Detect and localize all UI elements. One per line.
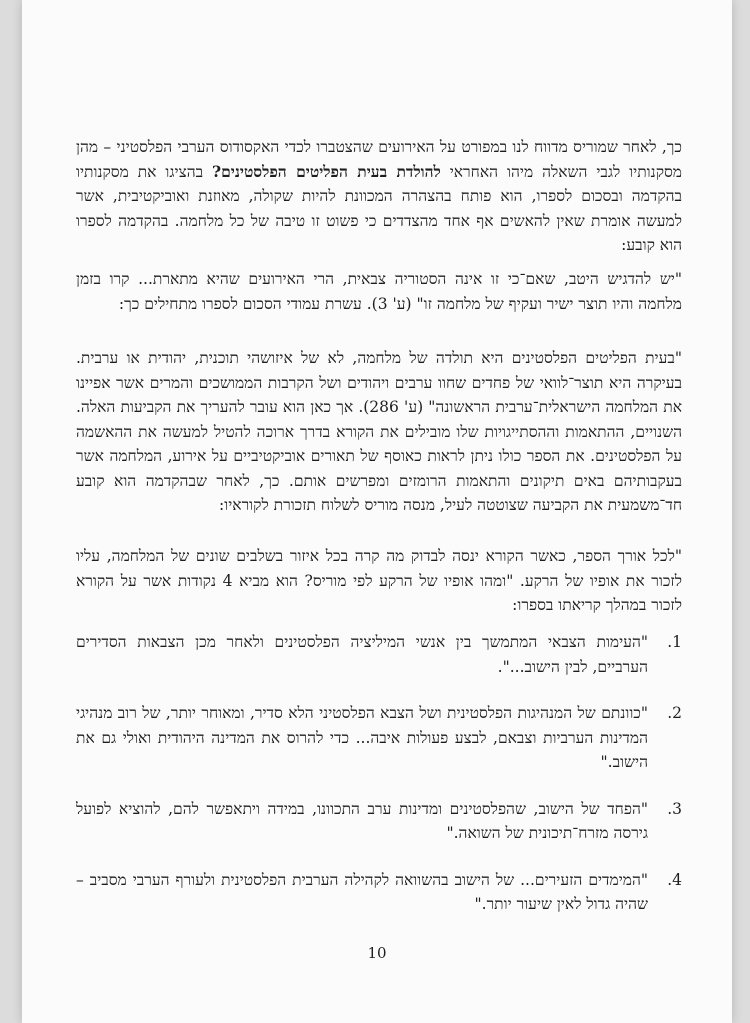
page-number: 10 bbox=[367, 944, 387, 962]
quote-intro: "יש להדגיש היטב, שאם־כי זו אינה הסטוריה צבאית, הרי האירועים שהיא מתארת... קרו בזמן מלחמה והיו תוצר ישיר ועקיף של מלחמה זו" (ע' 3). עשרת עמודי הסכום לספרו מתחילים כך: bbox=[76, 270, 682, 313]
list-item-text: "הפחד של הישוב, שהפלסטינים ומדינות ערב התכוונו, במידה ויתאפשר להם, להוציא לפועל גירסה מזרח־תיכונית של השואה." bbox=[76, 799, 648, 842]
paragraph-intro-bold: להולדת בעית הפליטים הפלסטינים? bbox=[212, 161, 441, 181]
list-item-text: "המימדים הזעירים... של הישוב בהשוואה לקהילה הערבית הפלסטינית ולעורף הערבי מסביב – שהיה גדול לאין שיעור יותר." bbox=[76, 870, 648, 913]
paragraph-intro-text-1: כך, לאחר שמוריס מדווח לנו במפורט על האירועים שהצטברו לכדי האקסודוס הערבי הפלסטיני – מהן מסקנותיו לגבי השאלה מיהו האחראי bbox=[76, 138, 682, 181]
list-item-text: "כוונתם של המנהיגות הפלסטינית ושל הצבא הפלסטיני הלא סדיר, ומאוחר יותר, של רוב מנהיגי המדינות הערביות וצבאם, לבצע פעולות איבה... כדי להרוס את המדינה היהודית ואולי גם את הישוב." bbox=[76, 704, 648, 771]
list-item-text: "העימות הצבאי המתמשך בין אנשי המיליציה הפלסטינים ולאחר מכן הצבאות הסדירים הערביים, לבין הישוב...". bbox=[76, 633, 648, 676]
paragraph-summary: "בעית הפליטים הפלסטינים היא תולדה של מלחמה, לא של איזושהי תוכנית, יהודית או ערבית. בעיקרה היא תוצר־לוואי של פחדים שחוו ערבים ויהודים ושל הקרבות הממושכים והמרים אשר אפיינו את המלחמה הישראלית־ערבית הראשונה" (ע' 286). אך כאן הוא עובר להעריך את הקביעות האלה. השנויים, ההתאמות וההסתייגויות שלו מובילים את הקורא בדרך ארוכה להטיל למעשה את ההאשמה על הפלסטינים. את הספר כולו ניתן לראות כאוסף של תאורים אוביקטיביים על אירוע, המלחמה אשר בעקבותיהם באים תיקונים והתאמות הרומזים ומפרשים אותם. כך, לאחר שבהקדמה הוא קובע חד־משמעית את הקביעה שצוטטה לעיל, מנסה מוריס לשלוח תזכורת לקוראיו: bbox=[76, 349, 682, 514]
list-item bbox=[76, 868, 682, 917]
list-item-number: 1. bbox=[667, 633, 682, 651]
paragraph-intro bbox=[76, 135, 682, 258]
quote-background: "לכל אורך הספר, כאשר הקורא ינסה לבדוק מה קרה בכל איזור בשלבים שונים של המלחמה, עליו לזכור את אופיו של הרקע. "ומהו אופיו של הרקע לפי מוריס? הוא מביא 4 נקודות אשר על הקורא לזכור במהלך קריאתו בספרו: bbox=[76, 547, 683, 614]
list-item-number: 3. bbox=[667, 799, 682, 818]
list-item bbox=[76, 701, 682, 775]
paragraph-intro-text-2: בהציגו את מסקנותיו בהקדמה ובסכום לספרו, הוא פותח בהצהרה המכוונת להיות שקולה, מאוזנת ואוביקטיבית, אשר למעשה אומרת שאין להאשים אף אחד מהצדדים כי פשוט זו טיבה של כל מלחמה. בהקדמה לספרו הוא קובע: bbox=[76, 162, 682, 254]
list-item-number: 4. bbox=[667, 870, 682, 889]
list-item-number: 2. bbox=[667, 704, 682, 722]
document-page bbox=[22, 0, 732, 1023]
list-item bbox=[76, 797, 682, 846]
points-list bbox=[76, 630, 682, 939]
list-item bbox=[76, 630, 682, 679]
